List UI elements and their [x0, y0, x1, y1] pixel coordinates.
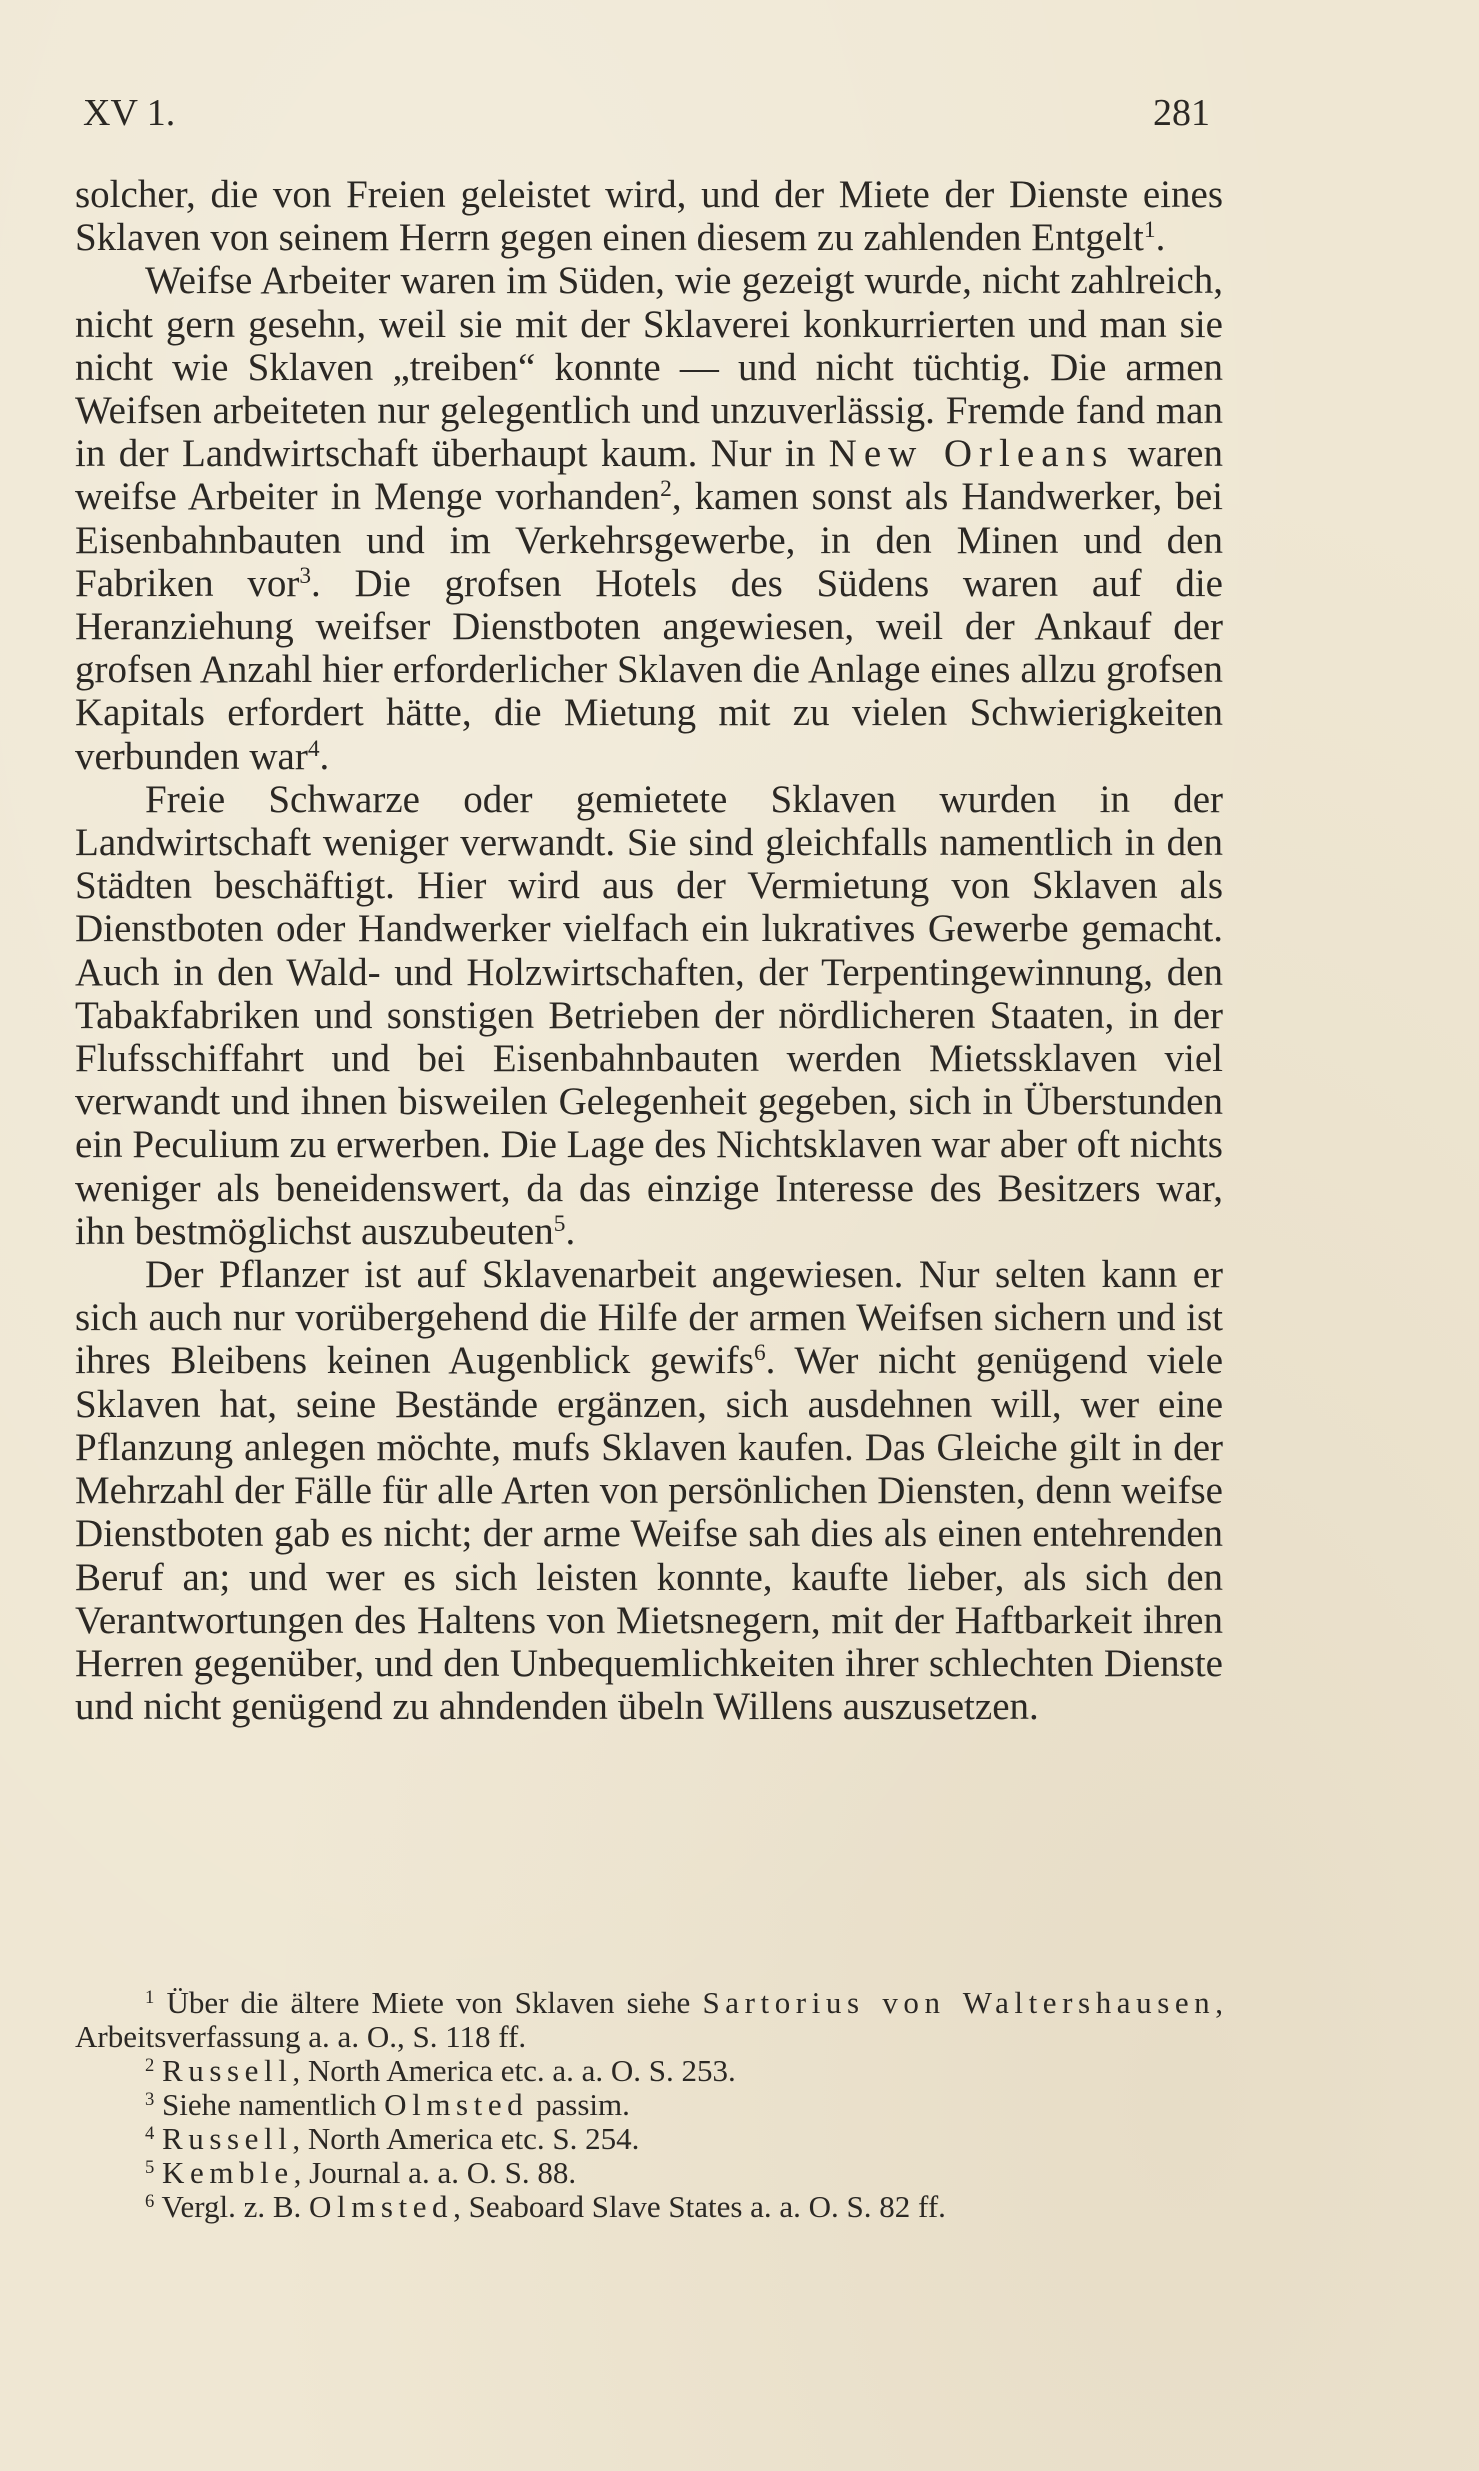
paragraph-text: waren weifse Arbeiter in Menge vorhanden [75, 432, 1223, 519]
footnote-ref-1: 1 [1143, 217, 1156, 244]
footnote-ref-4: 4 [307, 735, 320, 762]
running-header [83, 88, 1210, 138]
footnote-text: passim. [528, 2087, 630, 2122]
footnote-author: Olmsted [309, 2189, 454, 2224]
paragraph-text: solcher, die von Freien geleistet wird, und der Miete der Dienste eines Sklaven von seinem Herrn gegen einen diesem zu zahlenden Entgelt [75, 173, 1223, 260]
paragraph-text: . [565, 1209, 576, 1253]
footnote-number: 2 [145, 2054, 155, 2076]
footnote-author: Kemble [162, 2155, 294, 2190]
paragraph-text: , kamen sonst als Handwerker, bei Eisenbahnbauten und im Verkehrsgewerbe, in den Minen und den Fabriken vor [75, 475, 1223, 605]
footnote-text: Vergl. z. B. [161, 2189, 310, 2224]
footnote-author: Russell [162, 2121, 293, 2156]
paragraph-text: . [319, 734, 330, 778]
paragraph-2 [75, 259, 1223, 777]
paragraph-text: Der Pflanzer ist auf Sklavenarbeit angewiesen. Nur selten kann er sich auch nur vorübergehend die Hilfe der armen Weifsen sichern und ist ihres Bleibens keinen Augenblick gewifs [75, 1253, 1223, 1383]
footnote-text: , Seaboard Slave States a. a. O. S. 82 ff. [453, 2189, 946, 2224]
footnote-author: Sartorius von Waltershausen [702, 1985, 1216, 2020]
footnote-text: , North America etc. S. 254. [292, 2121, 640, 2156]
footnote-5 [75, 2156, 1223, 2190]
footnote-text: Siehe namentlich [162, 2087, 385, 2122]
paragraph-text: . [1155, 216, 1166, 260]
footnote-text: , Arbeitsverfassung a. a. O., S. 118 ff. [75, 1985, 1224, 2054]
footnote-number: 6 [145, 2190, 155, 2212]
footnote-number: 5 [145, 2156, 155, 2178]
chapter-marker: XV 1. [83, 92, 176, 134]
footnote-3 [75, 2088, 1223, 2122]
paragraph-text: Freie Schwarze oder gemietete Sklaven wurden in der Landwirtschaft weniger verwandt. Sie sind gleichfalls namentlich in den Städten beschäftigt. Hier wird aus der Vermietung von Sklaven als Dienstboten oder Handwerker vielfach ein lukratives Gewerbe gemacht. Auch in den Wald- und Holzwirtschaften, der Terpentingewinnung, den Tabakfabriken und sonstigen Betrieben der nördlicheren Staaten, in der Flufsschiffahrt und bei Eisenbahnbauten werden Mietssklaven viel verwandt und ihnen bisweilen Gelegenheit gegeben, sich in Überstunden ein Peculium zu erwerben. Die Lage des Nichtsklaven war aber oft nichts weniger als beneidenswert, da das einzige Interesse des Besitzers war, ihn bestmöglichst auszubeuten [75, 777, 1223, 1253]
paragraph-text: . Wer nicht genügend viele Sklaven hat, seine Bestände ergänzen, sich ausdehnen will, wer eine Pflanzung anlegen möchte, mufs Sklaven kaufen. Das Gleiche gilt in der Mehrzahl der Fälle für alle Arten von persönlichen Diensten, denn weifse Dienstboten gab es nicht; der arme Weifse sah dies als einen entehrenden Beruf an; und wer es sich leisten konnte, kaufte lieber, als sich den Verantwortungen des Haltens von Mietsnegern, mit der Haftbarkeit ihren Herren gegenüber, und den Unbequemlichkeiten ihrer schlechten Dienste und nicht genügend zu ahndenden übeln Willens auszusetzen. [75, 1339, 1223, 1729]
paragraph-4 [75, 1253, 1223, 1728]
paragraph-1 [75, 173, 1223, 259]
footnote-number: 1 [145, 1986, 155, 2008]
footnote-1 [75, 1986, 1223, 2054]
footnote-text: , Journal a. a. O. S. 88. [293, 2155, 577, 2190]
footnote-ref-5: 5 [553, 1211, 566, 1238]
footnote-number: 4 [145, 2122, 155, 2144]
paragraph-text: . Die grofsen Hotels des Südens waren auf die Heranziehung weifser Dienstboten angewiesen, weil der Ankauf der grofsen Anzahl hier erforderlicher Sklaven die Anlage eines allzu grofsen Kapitals erfordert hätte, die Mietung mit zu vielen Schwierigkeiten verbunden war [75, 561, 1223, 778]
footnote-text: Über die ältere Miete von Sklaven siehe [166, 1985, 703, 2020]
footnote-6 [75, 2190, 1223, 2224]
footnote-number: 3 [145, 2088, 155, 2110]
page-number: 281 [1153, 92, 1210, 134]
paragraph-text: Weifse Arbeiter waren im Süden, wie gezeigt wurde, nicht zahlreich, nicht gern gesehn, weil sie mit der Sklaverei konkurrierten und man sie nicht wie Sklaven „treiben“ konnte — und nicht tüchtig. Die armen Weifsen arbeiteten nur gelegentlich und unzuverlässig. Fremde fand man in der Landwirtschaft überhaupt kaum. Nur in [75, 259, 1223, 476]
footnotes [75, 1986, 1223, 2224]
footnote-author: Russell [162, 2053, 293, 2088]
main-text [75, 173, 1223, 1728]
footnote-text: , North America etc. a. a. O. S. 253. [292, 2053, 736, 2088]
footnote-4 [75, 2122, 1223, 2156]
footnote-ref-2: 2 [660, 476, 672, 503]
footnote-author: Olmsted [384, 2087, 529, 2122]
footnote-ref-3: 3 [299, 562, 312, 589]
footnote-ref-6: 6 [753, 1340, 766, 1367]
paragraph-3 [75, 778, 1223, 1253]
place-name: New Orleans [828, 432, 1115, 476]
footnote-2 [75, 2054, 1223, 2088]
